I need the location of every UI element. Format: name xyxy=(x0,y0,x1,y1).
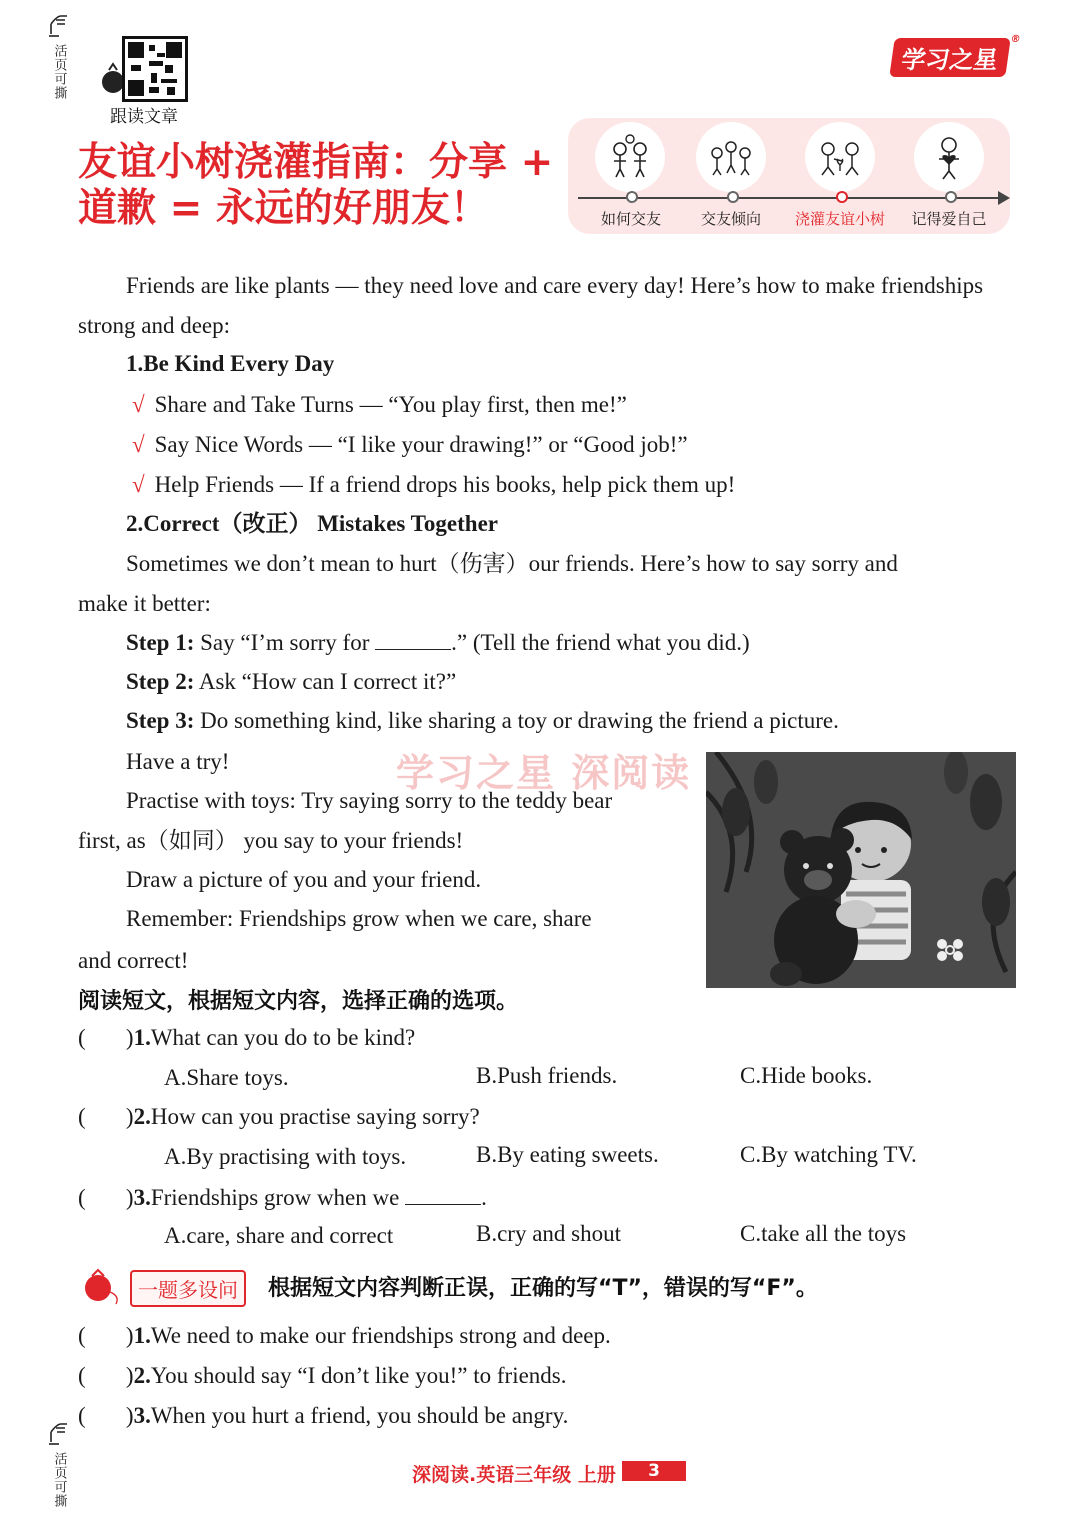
option-b: B.cry and shout xyxy=(476,1221,622,1246)
question-number: 1. xyxy=(133,1025,151,1050)
question-number: 2. xyxy=(133,1363,151,1388)
boy-hugging-teddy-illustration xyxy=(706,752,1016,988)
three-kids-icon xyxy=(696,122,766,192)
remember-line-1: Remember: Friendships grow when we care, share xyxy=(126,906,592,931)
question-number: 3. xyxy=(133,1185,151,1210)
progress-dot xyxy=(945,191,957,203)
mc-question-3 xyxy=(78,1184,487,1211)
option-b: B.By eating sweets. xyxy=(476,1142,659,1167)
page-number: 3 xyxy=(622,1461,686,1481)
option-b: B.Push friends. xyxy=(476,1063,618,1088)
step-1-label: Step 1: xyxy=(126,630,195,655)
option-c: C.take all the toys xyxy=(740,1221,907,1246)
step-1-text-a: Say “I’m sorry for xyxy=(200,630,370,655)
fill-blank[interactable] xyxy=(405,1184,481,1205)
step-3-text: Do something kind, like sharing a toy or drawing the friend a picture. xyxy=(200,708,839,733)
step-label-3: 浇灌友谊小树 xyxy=(794,210,885,228)
para2-line-2: make it better: xyxy=(78,591,211,616)
brand-mark: ® xyxy=(1009,34,1022,45)
step-1 xyxy=(126,623,750,663)
have-a-try: Have a try! xyxy=(126,749,230,774)
mc-question-1 xyxy=(78,1025,415,1051)
hand-icon xyxy=(47,12,71,38)
tear-off-tab-bottom xyxy=(46,1420,72,1508)
answer-paren[interactable]: ( ) xyxy=(78,1104,134,1129)
check-icon: √ xyxy=(132,392,145,417)
question-text: How can you practise saying sorry? xyxy=(150,1104,480,1129)
bullet-item xyxy=(132,465,735,505)
question-text: What can you do to be kind? xyxy=(150,1025,416,1050)
fill-blank[interactable] xyxy=(375,629,451,650)
progress-dot xyxy=(727,191,739,203)
step-label-1: 如何交友 xyxy=(600,210,661,228)
option-c: C.Hide books. xyxy=(740,1063,873,1088)
mc-question-2 xyxy=(78,1104,480,1130)
answer-paren[interactable]: ( ) xyxy=(78,1363,134,1388)
practise-line-2: first, as（如同） you say to your friends! xyxy=(78,828,464,853)
title-line-1: 友谊小树浇灌指南：分享 + xyxy=(78,140,554,185)
heading-be-kind: 1.Be Kind Every Day xyxy=(126,351,335,376)
step-2 xyxy=(126,662,456,702)
qr-code[interactable] xyxy=(122,36,188,102)
tf-question-1 xyxy=(78,1323,611,1349)
para2-line-1: Sometimes we don’t mean to hurt（伤害）our friends. Here’s how to say sorry and xyxy=(126,551,898,576)
check-icon: √ xyxy=(132,472,145,497)
two-kids-icon xyxy=(595,122,665,192)
topic-progress-banner xyxy=(568,118,1010,234)
tf-question-3 xyxy=(78,1403,568,1429)
question-number: 3. xyxy=(133,1403,151,1428)
option-a: A.By practising with toys. xyxy=(164,1144,407,1169)
step-label-4: 记得爱自己 xyxy=(911,210,987,228)
step-1-text-b: .” (Tell the friend what you did.) xyxy=(451,630,750,655)
answer-paren[interactable]: ( ) xyxy=(78,1323,134,1348)
question-text: We need to make our friendships strong and deep. xyxy=(150,1323,611,1348)
qr-caption: 跟读文章 xyxy=(110,107,178,127)
question-number: 2. xyxy=(133,1104,151,1129)
arrow-right-icon xyxy=(998,191,1010,205)
draw-line: Draw a picture of you and your friend. xyxy=(126,867,482,892)
question-text: Friendships grow when we xyxy=(150,1185,400,1210)
option-c: C.By watching TV. xyxy=(740,1142,917,1167)
page-title xyxy=(78,140,578,232)
check-icon: √ xyxy=(132,432,145,457)
tf-question-2 xyxy=(78,1363,567,1389)
tear-off-tab-top xyxy=(46,12,72,100)
progress-dot-active xyxy=(836,191,848,203)
footer-book-title: 深阅读.英语三年级 上册 xyxy=(412,1464,616,1486)
step-3-label: Step 3: xyxy=(126,708,195,733)
bullet-text: Help Friends — If a friend drops his books, help pick them up! xyxy=(154,472,736,497)
option-a: A.Share toys. xyxy=(164,1065,289,1090)
intro-line-1: Friends are like plants — they need love and care every day! Here’s how to make friendships xyxy=(126,273,984,298)
watermark: 学习之星 深阅读 xyxy=(396,751,692,795)
answer-paren[interactable]: ( ) xyxy=(78,1403,134,1428)
answer-paren[interactable]: ( ) xyxy=(78,1185,134,1210)
hand-icon xyxy=(47,1420,71,1446)
side-tab-label: 活页可撕 xyxy=(51,44,67,100)
question-text: You should say “I don’t like you!” to friends. xyxy=(150,1363,567,1388)
answer-paren[interactable]: ( ) xyxy=(78,1025,134,1050)
step-label-2: 交友倾向 xyxy=(700,210,761,228)
title-line-2: 道歉 = 永远的好朋友！ xyxy=(78,186,489,231)
step-2-text: Ask “How can I correct it?” xyxy=(198,669,457,694)
step-3 xyxy=(126,701,839,741)
heart-kid-icon xyxy=(914,122,984,192)
brand-logo xyxy=(889,34,1022,77)
heading-correct: 2.Correct（改正） Mistakes Together xyxy=(126,511,498,536)
watering-kids-icon xyxy=(805,122,875,192)
question-number: 1. xyxy=(133,1323,151,1348)
intro-line-2: strong and deep: xyxy=(78,313,231,338)
remember-line-2: and correct! xyxy=(78,948,189,973)
bullet-item xyxy=(132,385,627,425)
option-a: A.care, share and correct xyxy=(164,1223,394,1248)
section1-instruction: 阅读短文，根据短文内容，选择正确的选项。 xyxy=(78,989,519,1014)
pomegranate-icon xyxy=(76,1266,128,1306)
bullet-text: Say Nice Words — “I like your drawing!” or “Good job!” xyxy=(154,432,688,457)
progress-track xyxy=(578,197,1000,199)
step-2-label: Step 2: xyxy=(126,669,195,694)
question-tail: . xyxy=(481,1185,487,1210)
brand-name: 学习之星 xyxy=(899,46,1000,74)
side-tab-label: 活页可撕 xyxy=(51,1452,67,1508)
section2-instruction: 根据短文内容判断正误，正确的写“T”，错误的写“F”。 xyxy=(268,1276,818,1301)
bullet-item xyxy=(132,425,688,465)
question-text: When you hurt a friend, you should be angry. xyxy=(150,1403,569,1428)
bullet-text: Share and Take Turns — “You play first, then me!” xyxy=(154,392,627,417)
progress-dot xyxy=(626,191,638,203)
multi-question-badge: 一题多设问 xyxy=(130,1270,246,1307)
practise-line-1: Practise with toys: Try saying sorry to the teddy bear xyxy=(126,788,613,813)
